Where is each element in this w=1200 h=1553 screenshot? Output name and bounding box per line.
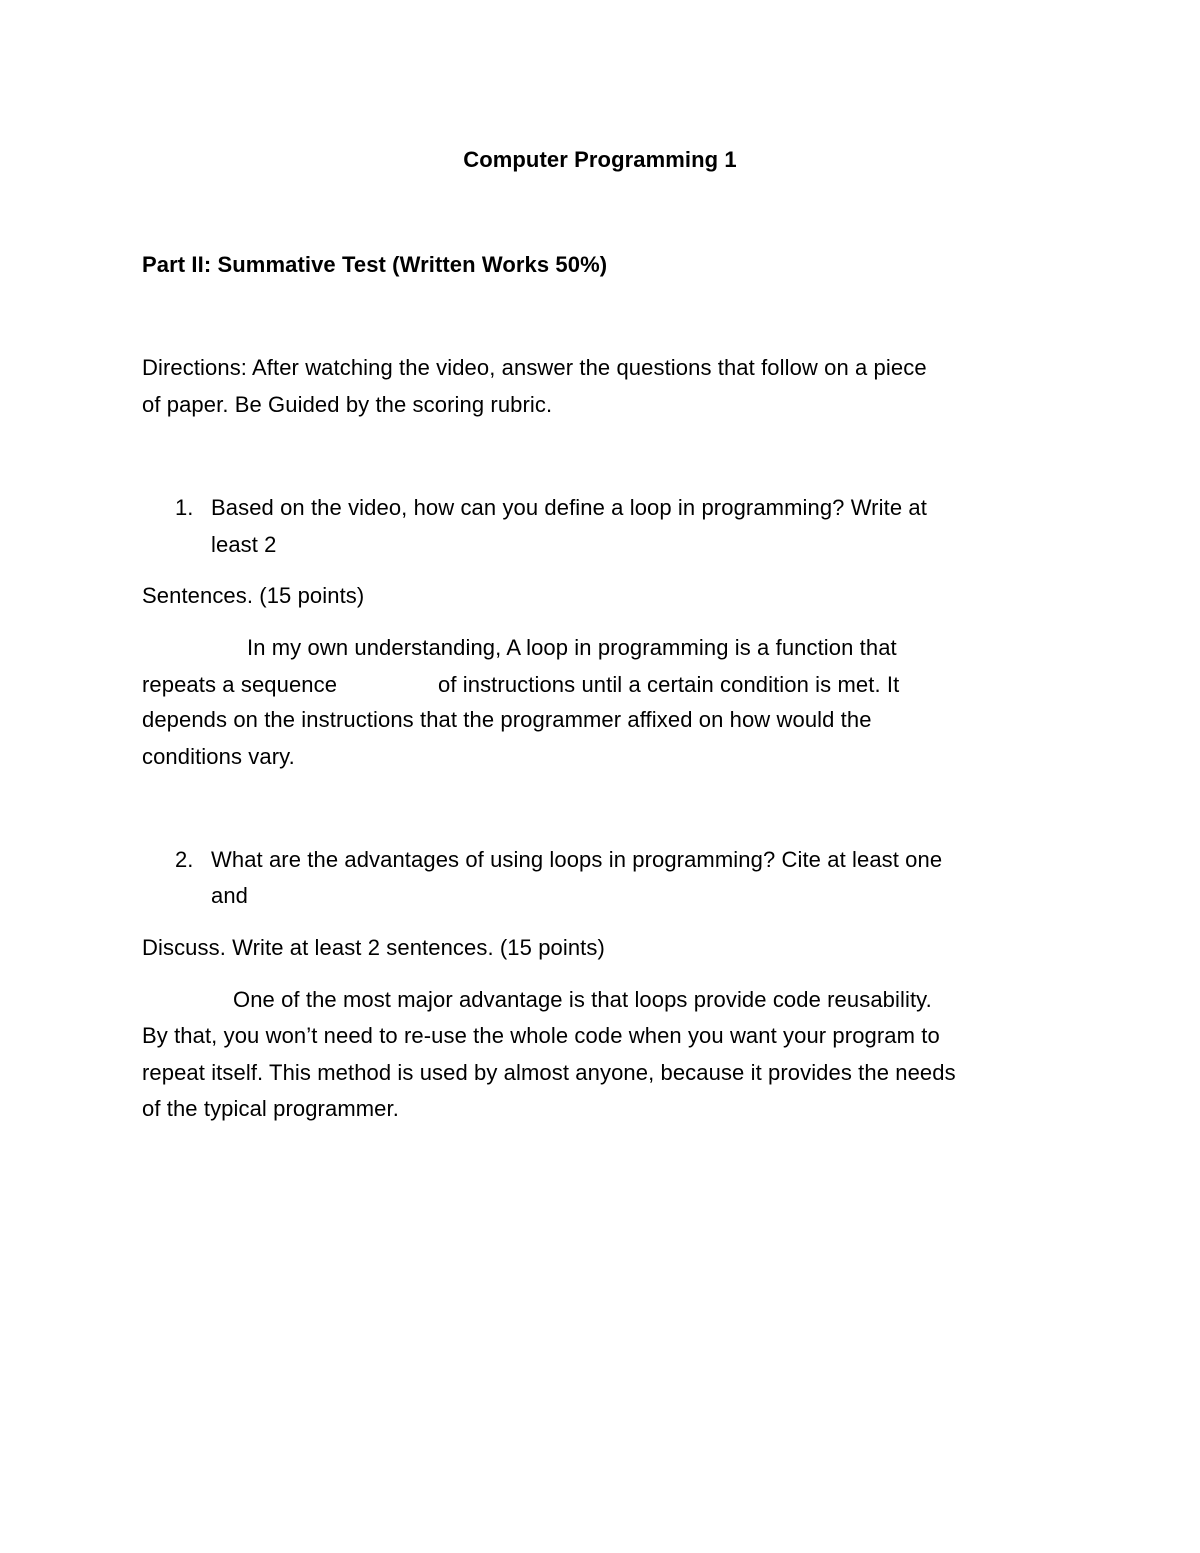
- answer-2-line-4: of the typical programmer.: [142, 1096, 399, 1121]
- answer-1-line-3: depends on the instructions that the programmer affixed on how would the: [142, 707, 872, 732]
- answer-2-line-2: By that, you won’t need to re-use the whole code when you want your program to: [142, 1023, 940, 1048]
- question-1-number: 1.: [175, 495, 194, 520]
- answer-2-line-1: One of the most major advantage is that loops provide code reusability.: [233, 987, 932, 1012]
- answer-1-line-2a: repeats a sequence: [142, 672, 338, 697]
- directions-line-1: Directions: After watching the video, answer the questions that follow on a piece: [142, 355, 927, 380]
- question-1-continuation: Sentences. (15 points): [142, 583, 365, 608]
- question-2-number: 2.: [175, 847, 194, 872]
- question-2-continuation: Discuss. Write at least 2 sentences. (15 points): [142, 935, 605, 960]
- question-2-prompt-line-2: and: [211, 883, 249, 908]
- answer-2-line-3: repeat itself. This method is used by almost anyone, because it provides the needs: [142, 1060, 956, 1085]
- answer-1-line-4: conditions vary.: [142, 744, 295, 769]
- question-2-prompt-line-1: What are the advantages of using loops in programming? Cite at least one: [211, 847, 943, 872]
- document-title: Computer Programming 1: [463, 147, 737, 172]
- part-heading: Part II: Summative Test (Written Works 50%): [142, 252, 608, 277]
- directions-line-2: of paper. Be Guided by the scoring rubric.: [142, 392, 553, 417]
- question-1-prompt-line-2: least 2: [211, 532, 277, 557]
- answer-1-line-2b: of instructions until a certain condition is met. It: [438, 672, 900, 697]
- answer-1-line-1: In my own understanding, A loop in programming is a function that: [247, 635, 897, 660]
- question-1-prompt-line-1: Based on the video, how can you define a loop in programming? Write at: [211, 495, 927, 520]
